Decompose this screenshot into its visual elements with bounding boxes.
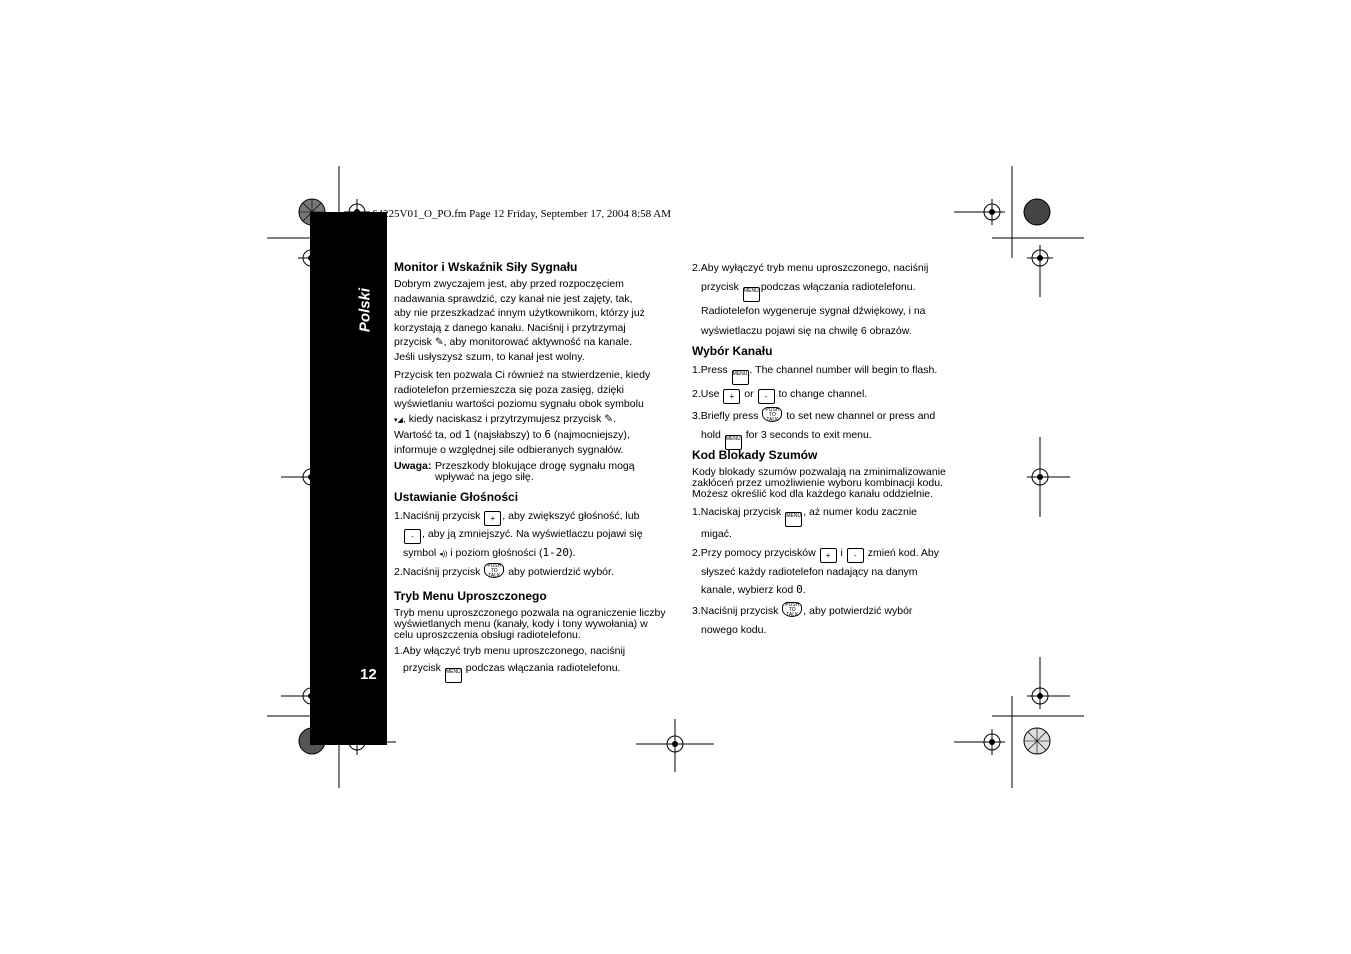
monitor-button-icon: ✎ [604,412,614,425]
step-1 [692,361,964,385]
text-fragment: , aby ją zmniejszyć. Na wyświetlaczu pojawi się [422,528,643,540]
text-fragment: (najsłabszy) to [473,429,542,442]
simple-menu-paragraph: Tryb menu uproszczonego pozwala na ograniczenie liczby wyświetlanych menu (kanały, kody i tony wywołania) w celu uproszczenia obsługi radiotelefonu. [394,607,666,641]
ptt-button-icon: PUSH TO TALK [484,563,504,578]
step-2-cont [692,278,964,302]
volume-steps [394,508,666,581]
text-fragment: podczas włączania radiotelefonu. [465,662,621,674]
step-1 [692,505,964,527]
text-fragment: i poziom głośności ( [450,547,543,559]
text-line: ▾◢, kiedy naciskasz i przytrzymujesz przycisk ✎. [394,412,616,425]
step-2 [692,385,964,404]
text-fragment: , kiedy naciskasz i przytrzymujesz przycisk [402,412,602,425]
step-2 [394,563,666,581]
text-line: Jeśli usłyszysz szum, to kanał jest wolny. [394,350,585,363]
squelch-steps [692,505,964,639]
section-title-channel: Wybór Kanału [692,344,773,358]
text-fragment: 3.Briefly press [692,410,759,422]
text-fragment: , aby potwierdzić wybór [803,605,913,618]
text-fragment: 2.Naciśnij przycisk [394,566,481,578]
step-3-cont [692,426,964,450]
note-text: Przeszkody blokujące drogę sygnału mogą wpływać na jego siłę. [435,460,635,483]
step-1-cont [394,526,666,544]
text-fragment: . The channel number will begin to flash. [749,364,938,376]
text-line: korzystają z danego kanału. Naciśnij i przytrzymaj [394,321,626,334]
step-2: 2.Aby wyłączyć tryb menu uproszczonego, naciśnij [692,262,929,274]
monitor-paragraph-2 [394,368,666,458]
signal-strength-icon: ▾◢ [394,416,403,424]
squelch-paragraph: Kody blokady szumów pozwalają na zminimalizowanie zakłóceń przez umożliwienie wyboru kombinacji kodu. Możesz określić kod dla każdego kanału oddzielnie. [692,466,946,500]
minus-button-icon: - [758,389,775,404]
step-2 [692,544,964,563]
step-2-cont: wyświetlaczu pojawi się na chwilę 6 obrazów. [701,324,912,337]
text-fragment: aby potwierdzić wybór. [508,566,614,578]
text-line: radiotelefon przemieszcza się poza zasięg, dzięki [394,383,624,396]
step-1-cont: migać. [701,528,732,540]
menu-button-icon: MENU [732,370,749,385]
text-fragment: hold [701,428,721,441]
print-header: 64225V01_O_PO.fm Page 12 Friday, September 17, 2004 8:58 AM [372,208,672,220]
text-fragment: i [840,547,843,559]
lcd-value-max: 6 [544,428,552,442]
text-fragment: . [802,584,806,597]
step-1: 1.Aby włączyć tryb menu uproszczonego, naciśnij [394,645,626,657]
text-fragment: symbol [403,547,437,559]
minus-button-icon: - [847,548,864,563]
simple-menu-step-1 [394,643,666,683]
simple-menu-step-2 [692,259,964,341]
text-fragment: , aby monitorować aktywność na kanale. [443,336,633,349]
plus-button-icon: + [723,389,740,404]
section-title-monitor: Monitor i Wskaźnik Siły Sygnału [394,260,578,274]
text-line: Dobrym zwyczajem jest, aby przed rozpoczęciem [394,278,624,290]
step-2-cont [692,581,964,599]
section-title-volume: Ustawianie Głośności [394,490,519,504]
text-fragment: to set new channel or press and [786,410,936,422]
text-fragment: 2.Przy pomocy przycisków [692,547,816,559]
text-fragment: 1.Press [692,364,728,376]
monitor-button-icon: ✎ [434,336,444,349]
text-line: nadawania sprawdzić, czy kanał nie jest zajęty, tak, [394,292,633,305]
channel-steps [692,361,964,450]
text-fragment: kanale, wybierz kod [701,584,794,597]
step-2-cont: Radiotelefon wygeneruje sygnał dźwiękowy, i na [701,305,926,318]
text-line: informuje o względnej sile odbieranych sygnałów. [394,443,624,456]
step-3-cont: nowego kodu. [701,623,767,636]
menu-button-icon: MENU [725,435,742,450]
step-2-cont: słyszeć każdy radiotelefon nadający na danym [701,566,918,578]
text-fragment: for 3 seconds to exit menu. [745,428,872,441]
ptt-button-icon: PUSH TO TALK [782,602,802,617]
monitor-paragraph-1 [394,277,666,365]
text-fragment: (najmocniejszy), [553,429,630,442]
plus-button-icon: + [484,511,501,526]
text-line [394,335,666,350]
note [394,461,666,483]
menu-button-icon: MENU [743,287,760,302]
text-fragment: podczas włączania radiotelefonu. [760,281,916,294]
lcd-value-min: 1 [464,428,471,442]
page-number: 12 [360,666,377,683]
text-fragment: zmień kod. Aby [867,547,939,559]
text-fragment: or [744,388,754,400]
text-line: aby nie przeszkadzać innym użytkownikom, którzy już [394,307,645,320]
menu-button-icon: MENU [445,668,462,683]
text-line: wyświetlaniu wartości poziomu sygnału obok symbolu [394,398,644,411]
text-fragment: 1.Naciskaj przycisk [692,506,782,518]
text-fragment: 3.Naciśnij przycisk [692,605,779,618]
ptt-button-icon: PUSH TO TALK [762,407,782,422]
text-line: Przycisk ten pozwala Ci również na stwierdzenie, kiedy [394,369,651,381]
text-fragment: przycisk [394,336,432,349]
text-fragment: 2.Use [692,388,720,400]
text-fragment: ). [569,547,576,559]
minus-button-icon: - [404,529,421,544]
text-fragment: przycisk [403,662,441,674]
step-1-cont [394,544,666,563]
lcd-volume-range: 1-20 [542,546,569,559]
plus-button-icon: + [820,548,837,563]
lcd-code-value: 0 [796,583,803,597]
text-fragment: przycisk [701,281,739,294]
step-3 [692,602,964,620]
language-tab-label: Polski [356,287,374,333]
step-1-cont [394,660,666,683]
step-1 [394,508,666,526]
section-title-squelch-code: Kod Blokady Szumów [692,448,818,462]
text-fragment: , aby zwiększyć głośność, lub [502,510,640,522]
text-fragment: to change channel. [778,388,868,400]
step-3 [692,407,964,426]
note-label: Uwaga: [394,460,432,472]
language-tab [353,280,377,340]
text-line [394,428,666,443]
text-fragment: 1.Naciśnij przycisk [394,510,481,522]
menu-button-icon: MENU [785,512,802,527]
speaker-icon: ◂)) [439,551,448,558]
text-fragment: , aż numer kodu zacznie [803,506,918,518]
text-fragment: Wartość ta, od [394,429,462,442]
section-title-simple-menu: Tryb Menu Uproszczonego [394,589,547,603]
